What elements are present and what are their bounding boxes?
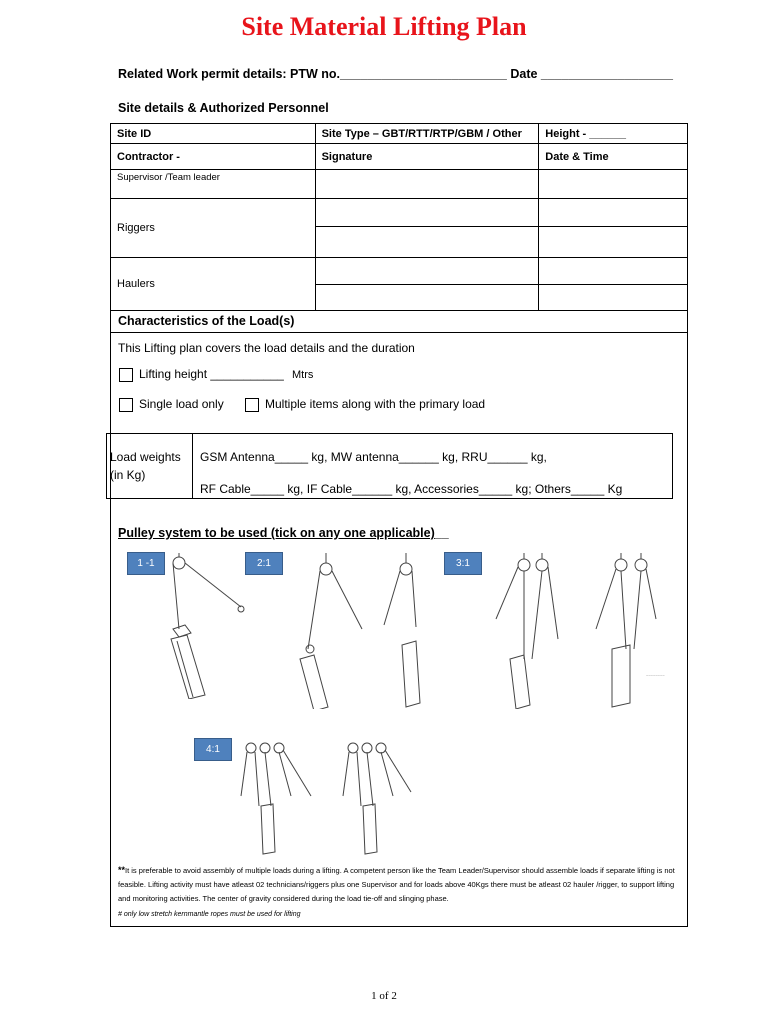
rigger-2-signature-field[interactable]: [315, 227, 539, 258]
haulers-label: Haulers: [111, 258, 316, 311]
multiple-items-label: Multiple items along with the primary load: [265, 397, 486, 411]
pulley-1-1-illustration: [151, 549, 261, 699]
supervisor-label: Supervisor /Team leader: [111, 170, 316, 199]
load-weights-table: [106, 433, 673, 499]
weights-row-1[interactable]: GSM Antenna_____ kg, MW antenna______ kg, RRU______ kg,: [200, 450, 547, 464]
supervisor-signature-field[interactable]: [315, 170, 539, 199]
pulley-heading: Pulley system to be used (tick on any one applicable)__: [118, 526, 449, 540]
rigger-2-date-field[interactable]: [539, 227, 688, 258]
load-section-heading: Characteristics of the Load(s): [111, 311, 687, 333]
rigger-1-signature-field[interactable]: [315, 199, 539, 227]
pulley-heading-text: Pulley system to be used (tick on any one applicable): [118, 526, 435, 540]
ratio-label-2-1[interactable]: 2:1: [245, 552, 283, 575]
safety-note: [118, 863, 688, 906]
pulley-4-1-illustration: [231, 736, 431, 856]
hauler-1-signature-field[interactable]: [315, 258, 539, 285]
site-id-cell[interactable]: Site ID: [111, 124, 316, 144]
hauler-2-signature-field[interactable]: [315, 285, 539, 311]
multiple-items-checkbox[interactable]: [245, 398, 259, 412]
lifting-height-unit: Mtrs: [292, 369, 314, 381]
pulley-2-1-illustration: [286, 549, 436, 709]
riggers-label: Riggers: [111, 199, 316, 258]
note-stars: **: [118, 865, 126, 875]
load-characteristics-section: [110, 310, 688, 927]
ratio-label-4-1[interactable]: 4:1: [194, 738, 232, 761]
load-weights-label-line1: Load weights: [110, 450, 181, 464]
load-weights-label: [107, 434, 193, 498]
pulley-3-1-illustration: [486, 549, 681, 709]
page-title: Site Material Lifting Plan: [241, 12, 527, 41]
ratio-label-3-1[interactable]: 3:1: [444, 552, 482, 575]
rope-note: # only low stretch kernmantle ropes must be used for lifting: [118, 911, 301, 918]
site-type-cell[interactable]: Site Type – GBT/RTT/RTP/GBM / Other: [315, 124, 539, 144]
rigger-1-date-field[interactable]: [539, 199, 688, 227]
lifting-plan-covers-text: This Lifting plan covers the load details and the duration: [118, 341, 415, 355]
single-load-label: Single load only: [139, 397, 224, 411]
ratio-label-1-1[interactable]: 1 -1: [127, 552, 165, 575]
lifting-height-checkbox[interactable]: [119, 368, 133, 382]
svg-text:~~~~~~~~: ~~~~~~~~: [646, 673, 665, 678]
page-number: 1 of 2: [371, 990, 397, 1002]
single-load-checkbox[interactable]: [119, 398, 133, 412]
contractor-cell[interactable]: Contractor -: [111, 144, 316, 170]
hauler-1-date-field[interactable]: [539, 258, 688, 285]
note-text: It is preferable to avoid assembly of multiple loads during a lifting. A competent person like the Team Leader/Supervisor should assemble loads if separate lifting is not feasible. Lifting activity must have atleast 02 technicians/riggers plus one Supervisor and for loads above 40Kgs there must be atleast 02 hauler /rigger, to support lifting and monitoring activities. The center of gravity considered during the load tie-off and slinging phase.: [118, 866, 675, 903]
hauler-2-date-field[interactable]: [539, 285, 688, 311]
height-cell[interactable]: Height - ______: [539, 124, 688, 144]
lifting-height-label[interactable]: Lifting height ___________: [139, 367, 284, 381]
permit-details-line[interactable]: Related Work permit details: PTW no.________________________ Date ___________________: [118, 67, 673, 81]
date-time-header: Date & Time: [539, 144, 688, 170]
site-section-title: Site details & Authorized Personnel: [118, 101, 329, 115]
load-weights-label-line2: (in Kg): [110, 468, 146, 482]
supervisor-date-field[interactable]: [539, 170, 688, 199]
site-personnel-table: [110, 123, 688, 311]
weights-row-2[interactable]: RF Cable_____ kg, IF Cable______ kg, Accessories_____ kg; Others_____ Kg: [200, 482, 623, 496]
signature-header: Signature: [315, 144, 539, 170]
